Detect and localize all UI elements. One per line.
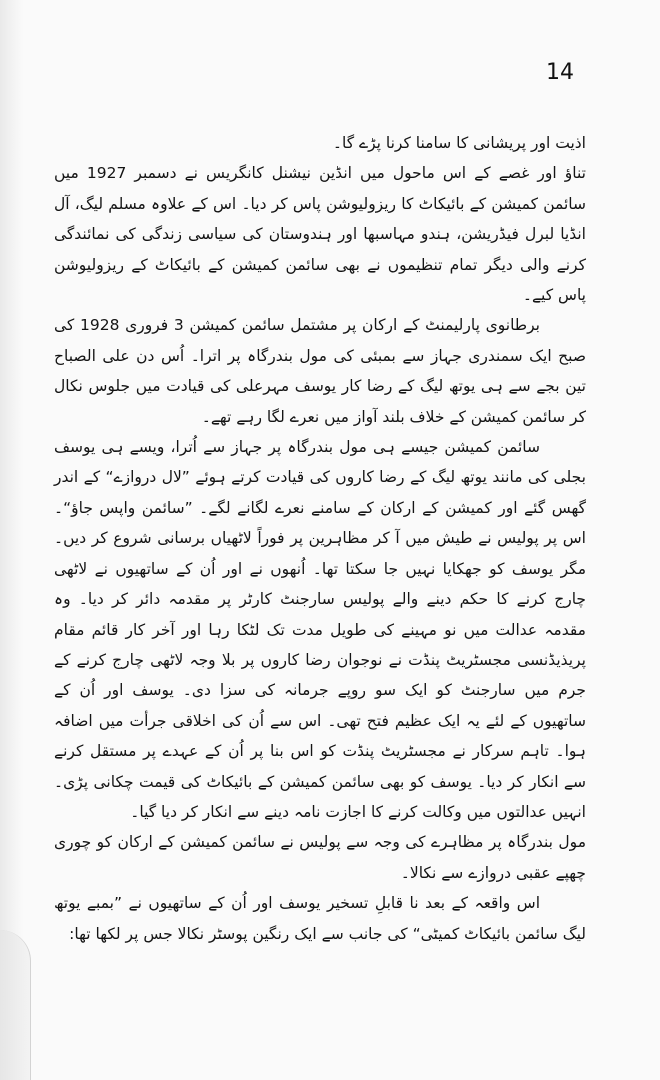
paragraph: تناؤ اور غصے کے اس ماحول میں انڈین نیشنل کانگریس نے دسمبر 1927 میں سائمن کمیشن کے بائیکاٹ کا ریزولیوشن پاس کر دیا۔ اس کے علاوہ مسلم لیگ، آل انڈیا لبرل فیڈریشن، ہندو مہاسبھا اور ہندوستان کی سیاسی زندگی کی نمائندگی کرنے والی دیگر تمام تنظیموں نے بھی سائمن کمیشن کے بائیکاٹ کے ریزولیوشن پاس کیے۔: [54, 164, 586, 305]
binding-edge: [0, 0, 24, 1080]
page-number: 14: [546, 60, 574, 85]
paragraph: اس واقعہ کے بعد نا قابلِ تسخیر یوسف اور اُن کے ساتھیوں نے ”بمبے یوتھ لیگ سائمن بائیکاٹ کمیٹی“ کی جانب سے ایک رنگین پوسٹر نکالا جس پر لکھا تھا:: [54, 894, 586, 943]
body-text: [54, 128, 586, 949]
page-curl: [0, 930, 31, 1080]
paragraph: اذیت اور پریشانی کا سامنا کرنا پڑے گا۔: [332, 134, 586, 152]
paragraph: سائمن کمیشن جیسے ہی مول بندرگاہ پر جہاز سے اُترا، ویسے ہی یوسف بجلی کی مانند یوتھ لیگ کے رضا کاروں کی قیادت کرتے ہوئے ”لال دروازے“ کے اندر گھس گئے اور کمیشن کے ارکان کے سامنے نعرے لگانے لگے۔ ”سائمن واپس جاؤ“۔ اس پر پولیس نے طیش میں آ کر مظاہرین پر فوراً لاٹھیاں برسانی شروع کر دیں۔ مگر یوسف کو جھکایا نہیں جا سکتا تھا۔ اُنھوں نے اور اُن کے ساتھیوں نے لاٹھی چارج کرنے کا حکم دینے والے پولیس سارجنٹ کارٹر پر مقدمہ دائر کر دیا۔ وہ مقدمہ عدالت میں نو مہینے کی طویل مدت تک لٹکا رہا اور آخر کار قائم مقام پریذیڈنسی مجسٹریٹ پنڈت نے نوجوان رضا کاروں پر بلا وجہ لاٹھی چارج کرنے کے جرم میں سارجنٹ کو ایک سو روپے جرمانہ کی سزا دی۔ یوسف اور اُن کے ساتھیوں کے لئے یہ ایک عظیم فتح تھی۔ اس سے اُن کی اخلاقی جرأت میں اضافہ ہوا۔ تاہم سرکار نے مجسٹریٹ پنڈت کو اس بنا پر اُن کے عہدے پر مستقل کرنے سے انکار کر دیا۔ یوسف کو بھی سائمن کمیشن کے بائیکاٹ کی قیمت چکانی پڑی۔ انہیں عدالتوں میں وکالت کرنے کا اجازت نامہ دینے سے انکار کر دیا گیا۔: [54, 438, 586, 821]
paragraph: برطانوی پارلیمنٹ کے ارکان پر مشتمل سائمن کمیشن 3 فروری 1928 کی صبح ایک سمندری جہاز سے بمبئی کی مول بندرگاہ پر اترا۔ اُس دن علی الصباح تین بجے سے ہی یوتھ لیگ کے رضا کار یوسف مہرعلی کی قیادت میں جلوس نکال کر سائمن کمیشن کے خلاف بلند آواز میں نعرے لگا رہے تھے۔: [54, 316, 586, 426]
paragraph: مول بندرگاہ پر مظاہرے کی وجہ سے پولیس نے سائمن کمیشن کے ارکان کو چوری چھپے عقبی دروازے سے نکالا۔: [54, 833, 586, 882]
